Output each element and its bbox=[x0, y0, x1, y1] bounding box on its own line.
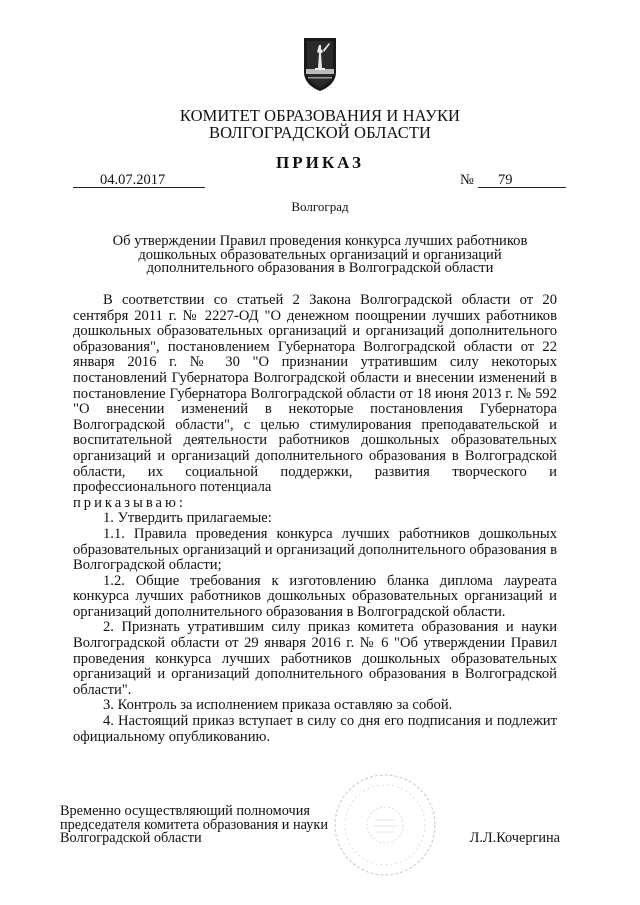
item-2: 2. Признать утратившим силу приказ комитета образования и науки Волгоградской области от 29 января 2016 г. № 6 "Об утверждении Правил проведения конкурса лучших работников дошкольных образовательных организаций и организаций дополнительного образования в Волгоградской области". bbox=[73, 619, 557, 698]
volgograd-coat-of-arms-icon bbox=[302, 36, 338, 92]
committee-name-line1: КОМИТЕТ ОБРАЗОВАНИЯ И НАУКИ bbox=[179, 106, 461, 125]
order-date-field bbox=[73, 172, 205, 189]
number-underline bbox=[478, 187, 566, 188]
item-4: 4. Настоящий приказ вступает в силу со дня его подписания и подлежит официальному опубликованию. bbox=[73, 713, 557, 745]
signatory-name: Л.Л.Кочергина bbox=[469, 830, 560, 846]
subject-line: дополнительного образования в Волгоградской области bbox=[146, 260, 494, 277]
city-name: Волгоград bbox=[291, 199, 349, 214]
date-underline bbox=[73, 187, 205, 188]
order-number-field bbox=[460, 172, 570, 189]
order-body bbox=[73, 293, 557, 745]
signature-block bbox=[60, 805, 560, 846]
preamble-paragraph: В соответствии со статьей 2 Закона Волгоградской области от 20 сентября 2011 г. № 2227-ОД "О денежном поощрении лучших работников дошкольных образовательных организаций и организаций дополнительного образования", постановлением Губернатора Волгоградской области от 22 января 2016 г. № 30 "О признании утратившим силу некоторых постановлений Губернатора Волгоградской области и внесении изменений в постановление Губернатора Волгоградской области от 18 июня 2013 г. № 592 "О внесении изменений в некоторые постановления Губернатора Волгоградской области", с целью стимулирования преподавательской и воспитательной деятельности работников дошкольных образовательных организаций и организаций дополнительного образования в Волгоградской области, их социальной поддержки, развития творческого и профессионального потенциала bbox=[73, 292, 557, 496]
number-sign: № bbox=[460, 172, 474, 188]
item-1: 1. Утвердить прилагаемые: bbox=[103, 510, 272, 527]
order-date: 04.07.2017 bbox=[100, 172, 166, 188]
signatory-position-line1: Временно осуществляющий полномочия bbox=[60, 803, 310, 819]
item-3: 3. Контроль за исполнением приказа оставляю за собой. bbox=[103, 697, 453, 714]
committee-name-line2: ВОЛГОГРАДСКОЙ ОБЛАСТИ bbox=[208, 123, 432, 142]
subject-line: дошкольных образовательных организаций и организаций bbox=[138, 246, 502, 263]
item-1-2: 1.2. Общие требования к изготовлению бланка диплома лауреата конкурса лучших работников дошкольных образовательных организаций и организаций дополнительного образования в Волгоградской области. bbox=[73, 572, 557, 620]
document-type-title: ПРИКАЗ bbox=[276, 153, 364, 172]
subject-line: Об утверждении Правил проведения конкурса лучших работников bbox=[112, 233, 528, 249]
item-1-1: 1.1. Правила проведения конкурса лучших работников дошкольных образовательных организаций и организаций дополнительного образования в Волгоградской области; bbox=[73, 525, 557, 574]
order-subject bbox=[90, 235, 550, 276]
order-number: 79 bbox=[498, 172, 513, 188]
signatory-position-line2: председателя комитета образования и науки bbox=[60, 816, 328, 833]
signatory-position-line3: Волгоградской области bbox=[60, 830, 202, 846]
order-word: приказываю: bbox=[73, 494, 186, 511]
